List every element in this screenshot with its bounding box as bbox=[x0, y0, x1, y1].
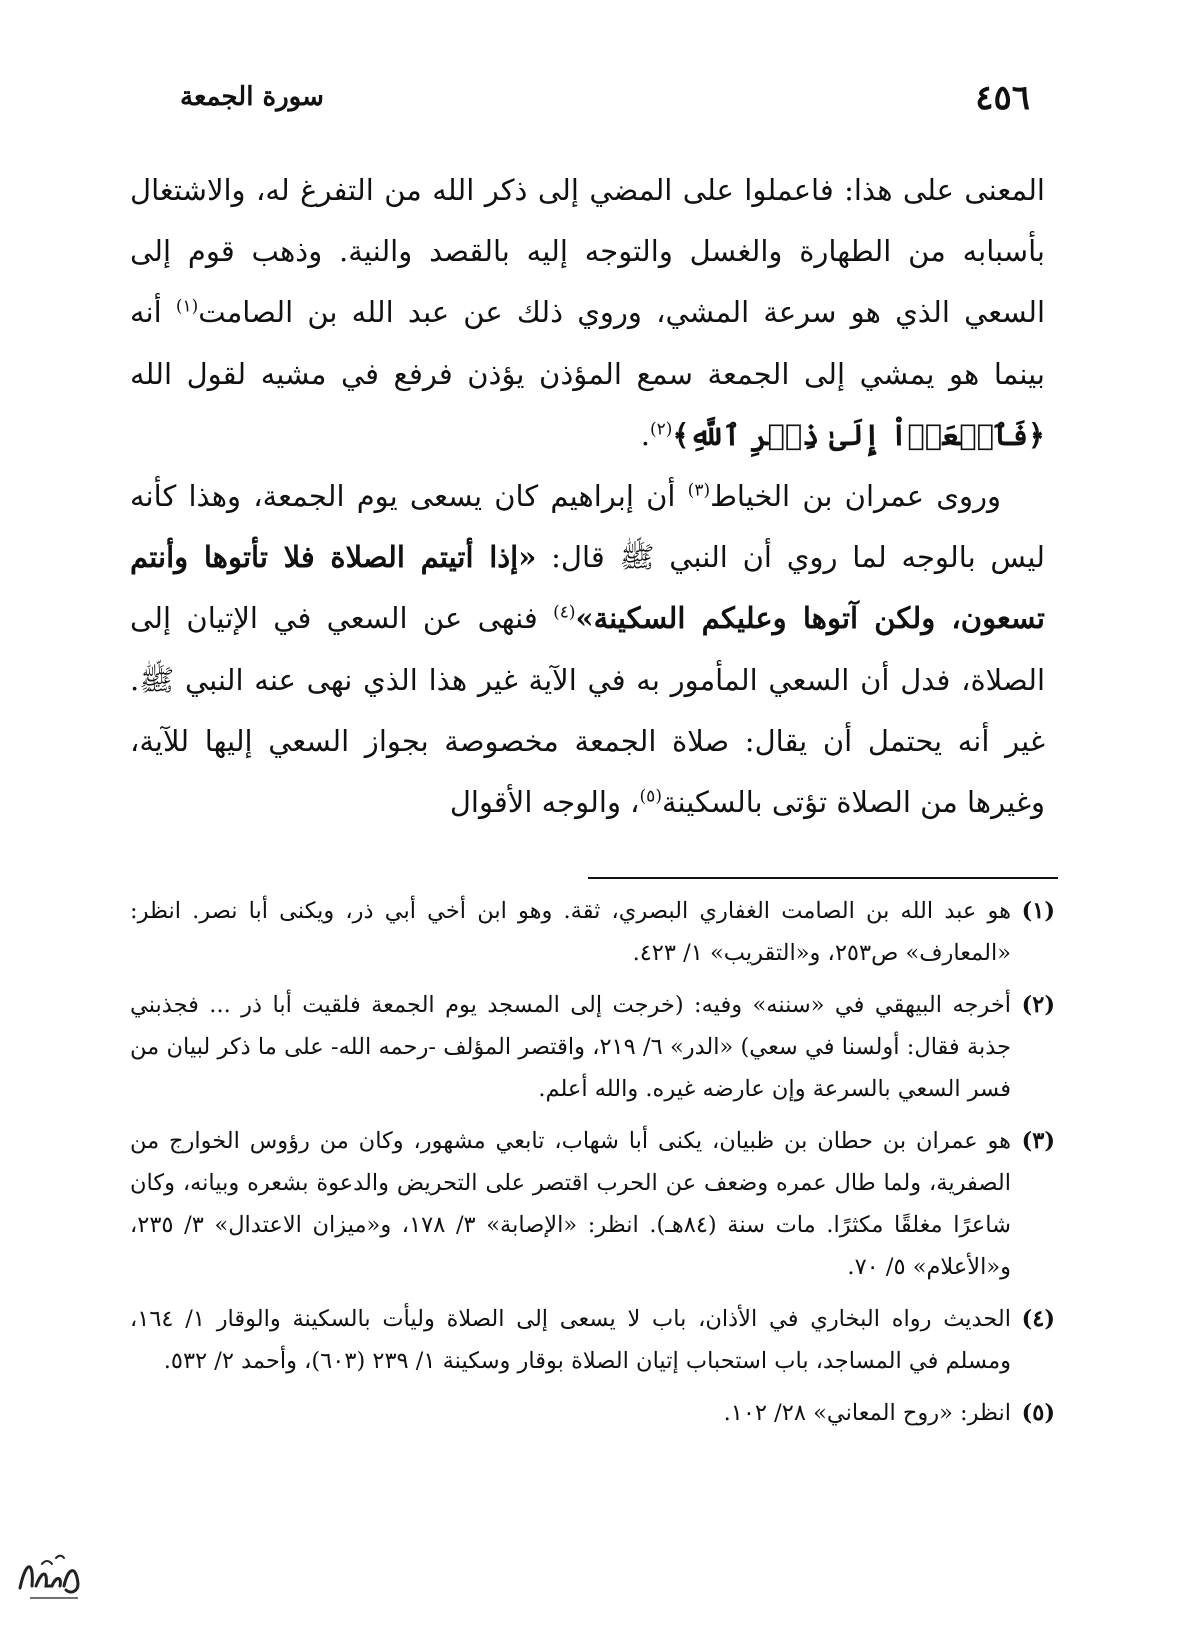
footnote-marker-5: (٥) bbox=[639, 786, 662, 807]
footnote-marker-3: (٣) bbox=[687, 480, 711, 501]
footnote-marker-1: (١) bbox=[175, 296, 199, 317]
page-number: ٤٥٦ bbox=[975, 78, 1030, 118]
footnote-number: (٣) bbox=[1021, 1128, 1055, 1154]
footnote-number: (٢) bbox=[1021, 992, 1055, 1018]
footnote-number: (٥) bbox=[1021, 1400, 1055, 1426]
footnote-number: (٤) bbox=[1021, 1306, 1055, 1332]
main-text bbox=[130, 160, 1045, 833]
p2-text-4: ، والوجه الأقوال bbox=[449, 785, 640, 820]
footnote bbox=[130, 984, 1055, 1110]
running-title: سورة الجمعة bbox=[180, 82, 324, 112]
footnote-text: هو عمران بن حطان بن ظبيان، يكنى أبا شهاب، تابعي مشهور، وكان من رؤوس الخوارج من الصفرية، ولما طال عمره وضعف عن الحرب اقتصر على التحريض والدعوة بشعره وبيانه، وكان شاعرًا مغلقًا مكثرًا. مات سنة (٨٤هـ). انظر: «الإصابة» ٣/ ١٧٨، و«ميزان الاعتدال» ٣/ ٢٣٥، و«الأعلام» ٥/ ٧٠. bbox=[130, 1128, 1012, 1280]
footnote bbox=[130, 1392, 1055, 1434]
hadith-quote: «إذا أتيتم الصلاة فلا تأتوها وأنتم تسعون، ولكن آتوها وعليكم السكينة» bbox=[130, 540, 1045, 636]
p1-text-2: أنه بينما هو يمشي إلى الجمعة سمع المؤذن يؤذن فرفع في مشيه لقول الله bbox=[130, 295, 1045, 391]
page-header bbox=[180, 78, 1030, 128]
footnote-text: انظر: «روح المعاني» ٢٨/ ١٠٢. bbox=[723, 1400, 1011, 1426]
footnote-number: (١) bbox=[1021, 898, 1055, 924]
quran-verse: ﴿فَٱسۡعَوۡاْ إِلَىٰ ذِكۡرِ ٱللَّهِ﴾ bbox=[672, 417, 1045, 452]
publisher-stamp-logo bbox=[12, 1540, 90, 1608]
footnote-text: الحديث رواه البخاري في الأذان، باب لا يسعى إلى الصلاة وليأت بالسكينة والوقار ١/ ١٦٤، ومسلم في المساجد، باب استحباب إتيان الصلاة بوقار وسكينة ١/ ٢٣٩ (٦٠٣)، وأحمد ٢/ ٥٣٢. bbox=[130, 1306, 1011, 1374]
paragraph-1 bbox=[130, 160, 1045, 466]
footnote-marker-2: (٢) bbox=[649, 419, 673, 440]
footnote-text: هو عبد الله بن الصامت الغفاري البصري، ثقة. وهو ابن أخي أبي ذر، ويكنى أبا نصر. انظر: «المعارف» ص٢٥٣، و«التقريب» ١/ ٤٢٣. bbox=[130, 898, 1011, 966]
p1-text-1: المعنى على هذا: فاعملوا على المضي إلى ذكر الله من التفرغ له، والاشتغال بأسبابه من الطهارة والغسل والتوجه إليه بالقصد والنية. وذهب قوم إلى السعي الذي هو سرعة المشي، وروي ذلك عن عبد الله بن الصامت bbox=[130, 173, 1045, 330]
footnote bbox=[130, 1298, 1055, 1382]
paragraph-2 bbox=[130, 466, 1045, 833]
footnote-text: أخرجه البيهقي في «سننه» وفيه: (خرجت إلى المسجد يوم الجمعة فلقيت أبا ذر ... فجذبني جذبة فقال: أولسنا في سعي) «الدر» ٦/ ٢١٩، واقتصر المؤلف -رحمه الله- على ما ذكر لبيان من فسر السعي بالسرعة وإن عارضه غيره. والله أعلم. bbox=[130, 992, 1011, 1102]
footnote-marker-4: (٤) bbox=[553, 602, 576, 623]
footnote bbox=[130, 890, 1055, 974]
p2-text-3: فنهى عن السعي في الإتيان إلى الصلاة، فدل أن السعي المأمور به في الآية غير هذا الذي نهى عنه النبي ﷺ. غير أنه يحتمل أن يقال: صلاة الجمعة مخصوصة بجواز السعي إليها للآية، وغيرها من الصلاة تؤتى بالسكينة bbox=[130, 601, 1045, 820]
footnote-divider bbox=[588, 877, 1058, 879]
p1-text-3: . bbox=[640, 417, 650, 452]
footnotes bbox=[130, 890, 1055, 1444]
p2-text-2: أن إبراهيم كان يسعى يوم الجمعة، وهذا كأنه ليس بالوجه لما روي أن النبي ﷺ قال: bbox=[130, 479, 1045, 575]
p2-text-1: وروى عمران بن الخياط bbox=[710, 479, 1001, 514]
footnote bbox=[130, 1120, 1055, 1288]
